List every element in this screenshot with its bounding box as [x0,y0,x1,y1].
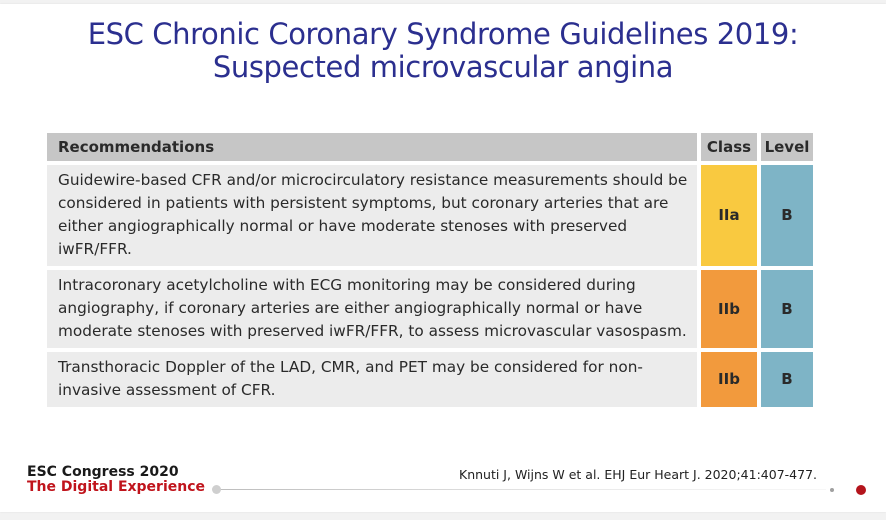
slide-title-line1: ESC Chronic Coronary Syndrome Guidelines 2019: [87,17,799,51]
class-badge: IIb [701,270,761,348]
header-level: Level [761,133,813,161]
level-badge: B [761,352,813,407]
header-recommendations: Recommendations [47,133,701,161]
recommendation-text: Intracoronary acetylcholine with ECG monitoring may be considered during angiography, if coronary arteries are either angiographically normal or have moderate stenoses with preserved iwFR/FFR, to assess microvascular vasospasm. [47,270,701,348]
level-badge: B [761,165,813,266]
recommendation-text: Transthoracic Doppler of the LAD, CMR, and PET may be considered for non-invasive assessment of CFR. [47,352,701,407]
table-row [47,270,813,348]
table-row [47,165,813,266]
slide [0,4,886,512]
slide-title-line2: Suspected microvascular angina [212,50,674,84]
red-dot-icon [856,485,866,495]
recommendation-text: Guidewire-based CFR and/or microcirculatory resistance measurements should be considered in patients with persistent symptoms, but coronary arteries that are either angiographically normal or have moderate stenoses with preserved iwFR/FFR. [47,165,701,266]
table-row [47,352,813,407]
small-dot-icon [830,488,834,492]
brand-line1: ESC Congress 2020 [27,464,179,480]
table-header-row [47,133,813,161]
class-badge: IIb [701,352,761,407]
citation: Knnuti J, Wijns W et al. EHJ Eur Heart J. 2020;41:407-477. [459,467,817,482]
class-badge: IIa [701,165,761,266]
level-badge: B [761,270,813,348]
esc-congress-logo [27,465,205,495]
header-class: Class [701,133,761,161]
footer-dot-icon [212,485,221,494]
recommendations-table [47,129,813,411]
slide-title [40,18,846,84]
brand-line2: The Digital Experience [27,479,206,495]
footer-divider [216,489,826,490]
